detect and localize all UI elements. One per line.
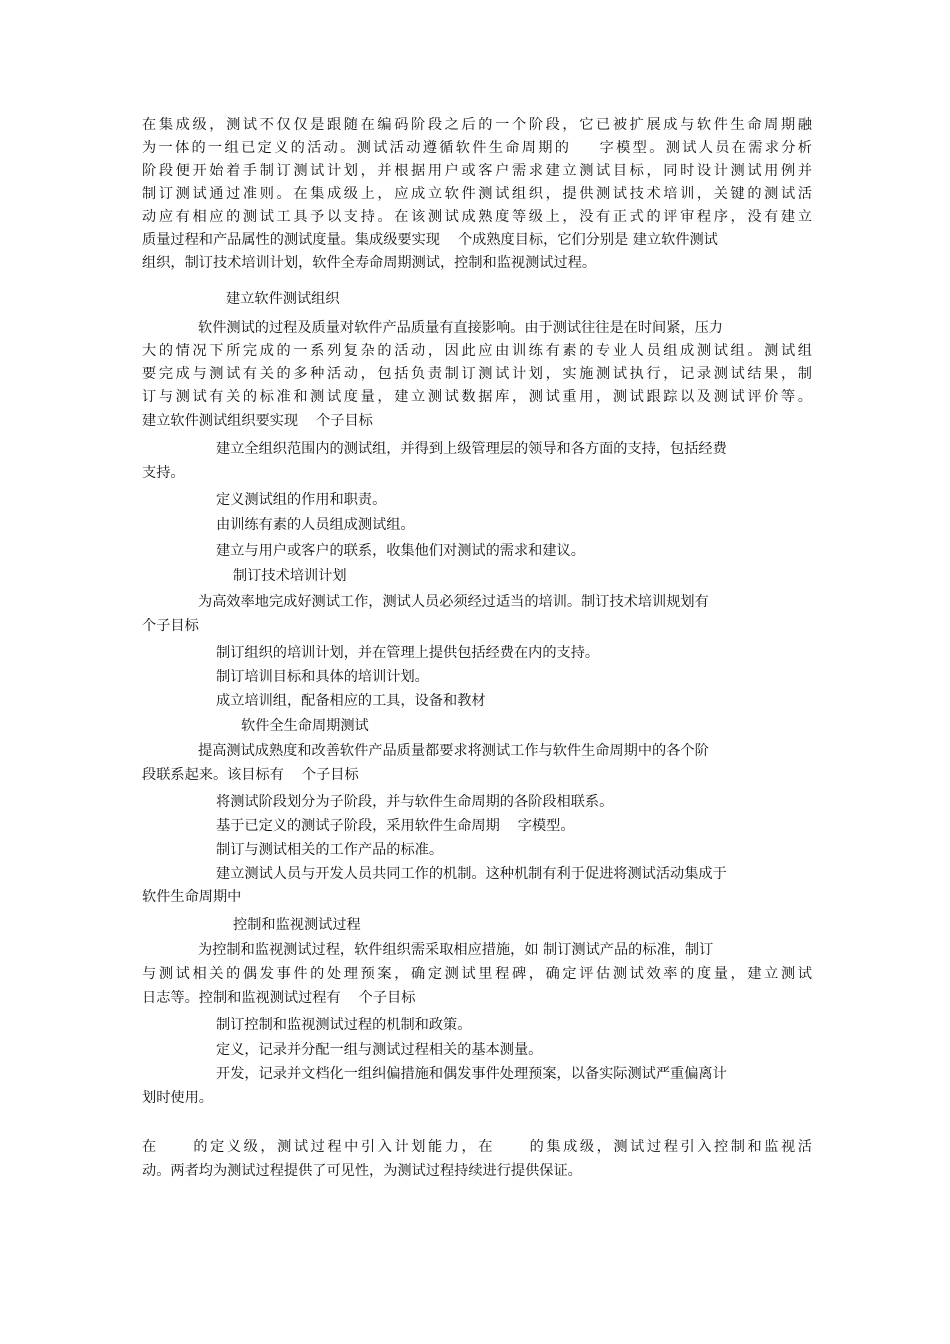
paragraph-line: 动应有相应的测试工具予以支持。在该测试成熟度等级上，没有正式的评审程序，没有建立 <box>142 209 812 225</box>
paragraph-line <box>142 229 718 252</box>
paragraph-line: 大的情况下所完成的一系列复杂的活动，因此应由训练有素的专业人员组成测试组。测试组 <box>142 343 812 359</box>
text-run: 个子目标 <box>316 413 373 429</box>
paragraph-line <box>142 137 812 160</box>
list-item: 将测试阶段划分为子阶段，并与软件生命周期的各阶段相联系。 <box>216 794 614 810</box>
section-heading: 控制和监视测试过程 <box>233 917 361 933</box>
paragraph-line: 制订测试通过准则。在集成级上，应成立软件测试组织，提供测试技术培训，关键的测试活 <box>142 186 812 202</box>
text-run: 的定义级，测试过程中引入计划能力，在 <box>190 1139 496 1155</box>
paragraph-line: 阶段便开始着手制订测试计划，并根据用户或客户需求建立测试目标，同时设计测试用例并 <box>142 163 812 179</box>
paragraph-line: 订与测试有关的标准和测试度量，建立测试数据库，测试重用，测试跟踪以及测试评价等。 <box>142 389 812 405</box>
list-item: 制订组织的培训计划，并在管理上提供包括经费在内的支持。 <box>216 645 600 661</box>
list-item: 建立测试人员与开发人员共同工作的机制。这种机制有利于促进将测试活动集成于 <box>216 866 727 882</box>
paragraph-line: 软件测试的过程及质量对软件产品质量有直接影响。由于测试往往是在时间紧，压力 <box>198 320 723 336</box>
text-run: 质量过程和产品属性的测试度量。集成级要实现 <box>142 232 440 248</box>
list-item: 建立全组织范围内的测试组，并得到上级管理层的领导和各方面的支持，包括经费 <box>216 441 727 457</box>
section-heading: 建立软件测试组织 <box>226 291 340 307</box>
text-run: 在 <box>142 1139 159 1155</box>
list-item: 制订培训目标和具体的培训计划。 <box>216 669 429 685</box>
paragraph-line: 要完成与测试有关的多种活动，包括负责制订测试计划，实施测试执行，记录测试结果，制 <box>142 366 812 382</box>
paragraph-line: 为高效率地完成好测试工作，测试人员必须经过适当的培训。制订技术培训规划有 <box>198 594 709 610</box>
list-item: 开发，记录并文档化一组纠偏措施和偶发事件处理预案，以备实际测试严重偏离计 <box>216 1066 727 1082</box>
paragraph-line <box>142 1136 812 1159</box>
paragraph-line: 个子目标 <box>142 618 199 634</box>
list-item: 成立培训组，配备相应的工具，设备和教材 <box>216 693 486 709</box>
paragraph-line: 动。两者均为测试过程提供了可见性，为测试过程持续进行提供保证。 <box>142 1163 582 1179</box>
section-heading: 软件全生命周期测试 <box>241 718 369 734</box>
text-run: 基于已定义的测试子阶段，采用软件生命周期 <box>216 818 500 834</box>
text-run: 建立软件测试组织要实现 <box>142 413 299 429</box>
list-item-continuation: 划时使用。 <box>142 1090 213 1106</box>
list-item: 制订与测试相关的工作产品的标准。 <box>216 842 444 858</box>
paragraph-line <box>142 410 373 433</box>
paragraph-line: 与测试相关的偶发事件的处理预案，确定测试里程碑，确定评估测试效率的度量，建立测试 <box>142 966 812 982</box>
list-item-continuation: 软件生命周期中 <box>142 889 242 905</box>
text-run: 为一体的一组已定义的活动。测试活动遵循软件生命周期的 <box>142 140 572 156</box>
paragraph-line <box>142 987 415 1010</box>
text-run: 段联系起来。该目标有 <box>142 767 284 783</box>
paragraph-line: 提高测试成熟度和改善软件产品质量都要求将测试工作与软件生命周期中的各个阶 <box>198 743 709 759</box>
text-run: 字模型。 <box>517 818 575 834</box>
text-run: 日志等。控制和监视测试过程有 <box>142 990 341 1006</box>
list-item-continuation: 支持。 <box>142 465 185 481</box>
paragraph-line <box>142 764 359 787</box>
list-item: 制订控制和监视测试过程的机制和政策。 <box>216 1017 472 1033</box>
list-item: 定义测试组的作用和职责。 <box>216 492 387 508</box>
paragraph-line: 为控制和监视测试过程，软件组织需采取相应措施，如 制订测试产品的标准，制订 <box>198 942 714 958</box>
paragraph-line: 在集成级，测试不仅仅是跟随在编码阶段之后的一个阶段，它已被扩展成与软件生命周期融 <box>142 117 812 133</box>
text-run: 字模型。测试人员在需求分析 <box>597 140 812 156</box>
text-run: 个成熟度目标，它们分别是 建立软件测试 <box>457 232 718 248</box>
text-run: 的集成级，测试过程引入控制和监视活 <box>527 1139 812 1155</box>
list-item: 建立与用户或客户的联系，收集他们对测试的需求和建议。 <box>216 543 585 559</box>
text-run: 个子目标 <box>358 990 416 1006</box>
paragraph-line: 组织，制订技术培训计划，软件全寿命周期测试，控制和监视测试过程。 <box>142 255 597 271</box>
list-item: 定义，记录并分配一组与测试过程相关的基本测量。 <box>216 1042 543 1058</box>
list-item: 由训练有素的人员组成测试组。 <box>216 517 415 533</box>
text-run: 个子目标 <box>301 767 359 783</box>
section-heading: 制订技术培训计划 <box>233 568 347 584</box>
list-item <box>216 815 575 838</box>
